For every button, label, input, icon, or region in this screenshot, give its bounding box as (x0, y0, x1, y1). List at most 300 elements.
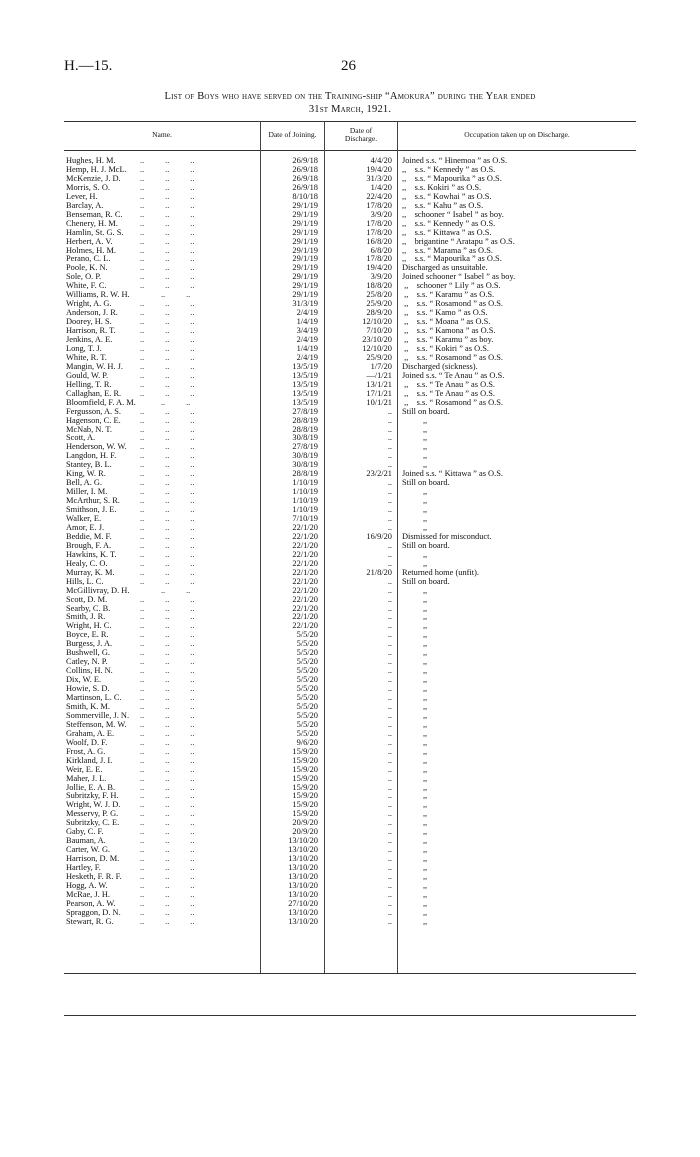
date-discharged: 12/10/20 (362, 343, 392, 353)
title-line-1: List of Boys who have served on the Training-ship “Amokura” during the Year ended (164, 91, 536, 102)
occupation: ,, (402, 558, 428, 568)
date-joined: 13/10/20 (288, 836, 318, 846)
occupation: ,, (402, 612, 428, 622)
leader-dots: .. .. .. (140, 657, 195, 667)
boy-name: Gaby, C. F. (66, 827, 104, 837)
date-joined: 9/6/20 (296, 737, 318, 747)
date-discharged: .. (387, 728, 392, 738)
date-discharged: .. (387, 415, 392, 425)
boy-name: Amor, E. J. (66, 522, 105, 532)
date-discharged: 17/8/20 (366, 218, 392, 228)
date-joined: 1/10/19 (292, 487, 318, 497)
boy-name: Hamlin, St. G. S. (66, 227, 124, 237)
document-reference: H.—15. (64, 58, 113, 74)
boy-name: Martinson, L. C. (66, 693, 122, 702)
table-row (0, 229, 700, 238)
boy-name: Subritzky, F. H. (66, 791, 119, 801)
leader-dots: .. .. .. (140, 549, 195, 559)
occupation: ,, (402, 827, 428, 837)
leader-dots: .. .. .. (140, 791, 195, 801)
occupation: ,, (402, 836, 428, 846)
occupation: Joined schooner “ Isabel ” as boy. (402, 272, 516, 282)
table-row (0, 560, 700, 569)
date-discharged: .. (387, 621, 392, 631)
occupation: ,, s.s. “ Kahu ” as O.S. (402, 200, 484, 210)
occupation: ,, s.s. “ Kowhai ” as O.S. (402, 191, 492, 201)
boy-name: McArthur, S. R. (66, 496, 120, 506)
date-discharged: 18/8/20 (366, 281, 392, 291)
occupation: ,, s.s. “ Rosamond ” as O.S. (402, 299, 503, 309)
boy-name: Subritzky, C. E. (66, 818, 120, 828)
date-joined: 22/1/20 (292, 594, 318, 604)
leader-dots: .. .. .. (140, 576, 195, 586)
date-discharged: .. (387, 460, 392, 470)
leader-dots: .. .. .. (140, 540, 195, 550)
date-joined: 1/10/19 (292, 496, 318, 506)
date-joined: 15/9/20 (292, 746, 318, 756)
date-joined: 15/9/20 (292, 773, 318, 783)
date-discharged: .. (387, 827, 392, 837)
date-discharged: .. (387, 630, 392, 640)
date-joined: 22/1/20 (292, 540, 318, 550)
leader-dots: .. .. .. (140, 209, 195, 219)
boy-name: Williams, R. W. H. (66, 290, 130, 300)
leader-dots: .. .. (140, 397, 191, 407)
boy-name: Smith, J. R. (66, 612, 106, 622)
boy-name: Woolf, D. F. (66, 737, 108, 747)
boy-name: Smith, K. M. (66, 701, 110, 711)
date-discharged: .. (387, 916, 392, 926)
occupation: ,, (402, 460, 428, 470)
boy-name: Benseman, R. C. (66, 209, 123, 219)
table-top-rule (64, 121, 636, 122)
occupation: ,, s.s. “ Te Anau ” as O.S. (402, 379, 496, 389)
leader-dots: .. .. .. (140, 326, 195, 336)
occupation: ,, (402, 889, 428, 899)
date-joined: 29/1/19 (292, 254, 318, 264)
boy-name: Bloomfield, F. A. M. (66, 397, 136, 407)
date-discharged: .. (387, 854, 392, 864)
occupation: Discharged (sickness). (402, 361, 478, 371)
occupation: ,, (402, 639, 428, 649)
boy-name: Perano, C. L. (66, 254, 111, 264)
leader-dots: .. .. .. (140, 156, 195, 165)
boy-name: Frost, A. G. (66, 746, 106, 756)
date-discharged: 16/8/20 (366, 236, 392, 246)
date-joined: 2/4/19 (296, 308, 318, 318)
leader-dots: .. .. .. (140, 370, 195, 380)
date-discharged: .. (387, 809, 392, 819)
date-joined: 22/1/20 (292, 531, 318, 541)
date-joined: 3/4/19 (296, 326, 318, 336)
date-joined: 22/1/20 (292, 522, 318, 532)
occupation: ,, (402, 907, 428, 917)
occupation: ,, s.s. “ Rosamond ” as O.S. (402, 397, 503, 407)
boy-name: Long, T. J. (66, 343, 102, 353)
occupation: ,, (402, 719, 428, 729)
date-discharged: 12/10/20 (362, 317, 392, 327)
date-joined: 29/1/19 (292, 272, 318, 282)
leader-dots: .. .. .. (140, 764, 195, 774)
date-joined: 13/10/20 (288, 880, 318, 890)
date-discharged: 10/1/21 (366, 397, 392, 407)
header-bottom-rule (64, 150, 636, 151)
date-joined: 5/5/20 (296, 666, 318, 676)
leader-dots: .. .. .. (140, 818, 195, 828)
date-joined: 13/5/19 (292, 388, 318, 398)
date-joined: 2/4/19 (296, 352, 318, 362)
leader-dots: .. .. .. (140, 773, 195, 783)
table-row (0, 390, 700, 399)
boy-name: Spraggon, D. N. (66, 907, 121, 917)
date-joined: 13/10/20 (288, 889, 318, 899)
table-row (0, 220, 700, 229)
boy-name: Pearson, A. W. (66, 898, 116, 908)
date-joined: 13/5/19 (292, 397, 318, 407)
occupation: ,, (402, 701, 428, 711)
boy-name: Healy, C. O. (66, 558, 108, 568)
date-joined: 20/9/20 (292, 818, 318, 828)
leader-dots: .. .. .. (140, 719, 195, 729)
date-discharged: 17/8/20 (366, 254, 392, 264)
date-joined: 29/1/19 (292, 209, 318, 219)
occupation: ,, (402, 603, 428, 613)
leader-dots: .. .. .. (140, 335, 195, 344)
occupation: ,, (402, 585, 428, 595)
date-joined: 5/5/20 (296, 693, 318, 702)
date-discharged: .. (387, 522, 392, 532)
table-row (0, 184, 700, 193)
boy-name: Hartley, F. (66, 863, 101, 873)
boy-name: Howie, S. D. (66, 684, 110, 694)
leader-dots: .. .. .. (140, 514, 195, 523)
boy-name: Dix, W. E. (66, 675, 102, 685)
table-row (0, 264, 700, 273)
date-joined: 26/9/18 (292, 173, 318, 183)
occupation: ,, (402, 809, 428, 819)
leader-dots: .. .. .. (140, 889, 195, 899)
leader-dots: .. .. .. (140, 496, 195, 506)
leader-dots: .. .. .. (140, 218, 195, 228)
boy-name: Herbert, A. V. (66, 236, 113, 246)
date-discharged: 6/8/20 (370, 245, 392, 255)
occupation: Joined s.s. “ Hinemoa ” as O.S. (402, 156, 508, 165)
occupation: ,, (402, 872, 428, 881)
table-row (0, 596, 700, 605)
date-joined: 22/1/20 (292, 567, 318, 577)
leader-dots: .. .. .. (140, 898, 195, 908)
boy-name: White, F. C. (66, 281, 107, 291)
date-joined: 13/5/19 (292, 361, 318, 371)
leader-dots: .. .. .. (140, 433, 195, 443)
boy-name: Boyce, E. R. (66, 630, 109, 640)
leader-dots: .. .. .. (140, 227, 195, 237)
date-discharged: 23/2/21 (366, 469, 392, 479)
table-row (0, 470, 700, 479)
boy-name: Stewart, R. G. (66, 916, 114, 926)
date-joined: 15/9/20 (292, 755, 318, 765)
date-discharged: .. (387, 782, 392, 792)
leader-dots: .. .. .. (140, 263, 195, 273)
boy-name: Wright, A. G. (66, 299, 112, 309)
occupation: ,, (402, 737, 428, 747)
table-row (0, 605, 700, 614)
table-row (0, 775, 700, 784)
date-joined: 28/8/19 (292, 415, 318, 425)
boy-name: Maher, J. L. (66, 773, 107, 783)
date-discharged: .. (387, 872, 392, 881)
date-discharged: 1/7/20 (370, 361, 392, 371)
boy-name: Collins, H. N. (66, 666, 113, 676)
date-discharged: 19/4/20 (366, 263, 392, 273)
occupation: ,, (402, 800, 428, 810)
occupation: ,, (402, 916, 428, 926)
leader-dots: .. .. .. (140, 737, 195, 747)
leader-dots: .. .. .. (140, 361, 195, 371)
leader-dots: .. .. .. (140, 782, 195, 792)
occupation: ,, s.s. “ Mapourika ” as O.S. (402, 254, 502, 264)
date-discharged: .. (387, 764, 392, 774)
boy-name: Hughes, H. M. (66, 156, 116, 165)
date-discharged: .. (387, 576, 392, 586)
boy-name: Jenkins, A. E. (66, 335, 113, 344)
date-joined: 22/1/20 (292, 603, 318, 613)
leader-dots: .. .. .. (140, 809, 195, 819)
table-row (0, 211, 700, 220)
date-joined: 20/9/20 (292, 827, 318, 837)
date-discharged: .. (387, 666, 392, 676)
occupation: ,, (402, 782, 428, 792)
boy-name: Wright, W. J. D. (66, 800, 121, 810)
leader-dots: .. .. .. (140, 872, 195, 881)
date-discharged: 31/3/20 (366, 173, 392, 183)
date-joined: 5/5/20 (296, 648, 318, 658)
leader-dots: .. .. .. (140, 666, 195, 676)
column-header-discharge-line-2: Discharge. (344, 134, 378, 143)
table-row (0, 587, 700, 596)
table-row (0, 202, 700, 211)
date-joined: 5/5/20 (296, 630, 318, 640)
date-joined: 22/1/20 (292, 585, 318, 595)
date-joined: 13/10/20 (288, 907, 318, 917)
date-discharged: .. (387, 701, 392, 711)
occupation: ,, s.s. “ Moana ” as O.S. (402, 317, 491, 327)
leader-dots: .. .. .. (140, 728, 195, 738)
date-discharged: 3/9/20 (370, 272, 392, 282)
boy-name: Hemp, H. J. McL. (66, 164, 127, 174)
occupation: ,, (402, 621, 428, 631)
date-joined: 26/9/18 (292, 164, 318, 174)
date-discharged: 1/4/20 (370, 182, 392, 192)
date-discharged: .. (387, 773, 392, 783)
leader-dots: .. .. .. (140, 755, 195, 765)
occupation: ,, s.s. “ Kennedy ” as O.S. (402, 218, 496, 228)
table-row (0, 193, 700, 202)
boy-name: Harrison, R. T. (66, 326, 116, 336)
date-discharged: .. (387, 549, 392, 559)
occupation: Still on board. (402, 576, 450, 586)
occupation: ,, (402, 863, 428, 873)
occupation: ,, s.s. “ Kokiri ” as O.S. (402, 343, 490, 353)
date-joined: 29/1/19 (292, 281, 318, 291)
leader-dots: .. .. .. (140, 693, 195, 702)
leader-dots: .. .. .. (140, 281, 195, 291)
occupation: ,, (402, 710, 428, 720)
boy-name: Holmes, H. M. (66, 245, 117, 255)
boy-name: Barclay, A. (66, 200, 104, 210)
leader-dots: .. .. .. (140, 594, 195, 604)
leader-dots: .. .. .. (140, 916, 195, 926)
date-discharged: .. (387, 478, 392, 488)
occupation: ,, (402, 451, 428, 461)
table-row (0, 506, 700, 515)
table-row (0, 739, 700, 748)
boy-name: Bushwell, G. (66, 648, 110, 658)
occupation: ,, (402, 487, 428, 497)
date-joined: 13/5/19 (292, 370, 318, 380)
date-discharged: .. (387, 818, 392, 828)
leader-dots: .. .. .. (140, 164, 195, 174)
leader-dots: .. .. .. (140, 388, 195, 398)
boy-name: Sommerville, J. N. (66, 710, 130, 720)
date-discharged: .. (387, 487, 392, 497)
date-joined: 2/4/19 (296, 335, 318, 344)
table-row (0, 578, 700, 587)
column-header-discharge-line-1: Date of (349, 126, 373, 135)
date-discharged: .. (387, 898, 392, 908)
date-joined: 5/5/20 (296, 684, 318, 694)
date-discharged: .. (387, 612, 392, 622)
boy-name: Scott, D. M. (66, 594, 108, 604)
leader-dots: .. .. .. (140, 675, 195, 685)
occupation: ,, (402, 693, 428, 702)
leader-dots: .. .. .. (140, 469, 195, 479)
date-joined: 8/10/18 (292, 191, 318, 201)
boy-name: Fergusson, A. S. (66, 406, 121, 416)
leader-dots: .. .. .. (140, 603, 195, 613)
leader-dots: .. .. .. (140, 424, 195, 434)
date-discharged: .. (387, 684, 392, 694)
leader-dots: .. .. .. (140, 845, 195, 855)
boy-name: Chenery, H. M. (66, 218, 118, 228)
column-header-occupation: Occupation taken up on Discharge. (464, 130, 570, 139)
leader-dots: .. .. .. (140, 746, 195, 756)
date-joined: 29/1/19 (292, 263, 318, 273)
date-joined: 13/10/20 (288, 854, 318, 864)
occupation: ,, (402, 845, 428, 855)
boy-name: Sole, O. P. (66, 272, 102, 282)
date-joined: 30/8/19 (292, 451, 318, 461)
occupation: ,, (402, 505, 428, 515)
date-joined: 5/5/20 (296, 701, 318, 711)
date-discharged: .. (387, 505, 392, 515)
boy-name: McKenzie, J. D. (66, 173, 121, 183)
date-discharged: —/1/21 (366, 370, 392, 380)
boy-name: Weir, E. E. (66, 764, 103, 774)
date-joined: 29/1/19 (292, 245, 318, 255)
boy-name: Jollie, E. A. B. (66, 782, 116, 792)
boy-name: McNab, N. T. (66, 424, 112, 434)
boy-name: Langdon, H. F. (66, 451, 117, 461)
occupation: ,, (402, 442, 428, 452)
boy-name: Hills, L. C. (66, 576, 104, 586)
occupation: ,, (402, 630, 428, 640)
date-discharged: 17/8/20 (366, 200, 392, 210)
date-joined: 1/4/19 (296, 317, 318, 327)
occupation: ,, (402, 415, 428, 425)
boy-name: Messervy, P. G. (66, 809, 119, 819)
table-row (0, 766, 700, 775)
occupation: Dismissed for misconduct. (402, 531, 492, 541)
leader-dots: .. .. .. (140, 880, 195, 890)
occupation: ,, (402, 514, 428, 523)
occupation: ,, (402, 675, 428, 685)
leader-dots: .. .. .. (140, 639, 195, 649)
date-joined: 13/10/20 (288, 863, 318, 873)
date-discharged: 25/9/20 (366, 352, 392, 362)
boy-name: Doorey, H. S. (66, 317, 112, 327)
date-discharged: .. (387, 433, 392, 443)
date-joined: 15/9/20 (292, 782, 318, 792)
date-joined: 5/5/20 (296, 710, 318, 720)
boy-name: Graham, A. E. (66, 728, 115, 738)
leader-dots: .. .. .. (140, 827, 195, 837)
column-header-discharge (325, 127, 397, 143)
date-joined: 27/10/20 (288, 898, 318, 908)
occupation: ,, (402, 496, 428, 506)
occupation: ,, (402, 648, 428, 658)
date-discharged: 21/8/20 (366, 567, 392, 577)
date-discharged: .. (387, 496, 392, 506)
date-discharged: .. (387, 540, 392, 550)
date-discharged: .. (387, 719, 392, 729)
leader-dots: .. .. .. (140, 379, 195, 389)
date-joined: 30/8/19 (292, 433, 318, 443)
date-discharged: .. (387, 594, 392, 604)
date-joined: 28/8/19 (292, 424, 318, 434)
leader-dots: .. .. .. (140, 684, 195, 694)
table-row (0, 667, 700, 676)
date-joined: 29/1/19 (292, 200, 318, 210)
occupation: Returned home (unfit). (402, 567, 479, 577)
date-discharged: .. (387, 406, 392, 416)
date-discharged: .. (387, 585, 392, 595)
boy-name: Poole, K. N. (66, 263, 108, 273)
boy-name: White, R. T. (66, 352, 107, 362)
table-bottom-rule (64, 973, 636, 974)
boy-name: Mangin, W. H. J. (66, 361, 123, 371)
date-discharged: .. (387, 845, 392, 855)
date-joined: 5/5/20 (296, 675, 318, 685)
table-row (0, 417, 700, 426)
boy-name: Helling, T. R. (66, 379, 112, 389)
boy-name: Kirkland, J. I. (66, 755, 113, 765)
occupation: ,, (402, 764, 428, 774)
date-discharged: .. (387, 675, 392, 685)
boy-name: Scott, A. (66, 433, 96, 443)
date-joined: 1/10/19 (292, 478, 318, 488)
leader-dots: .. .. .. (140, 254, 195, 264)
date-joined: 5/5/20 (296, 728, 318, 738)
leader-dots: .. .. .. (140, 245, 195, 255)
boy-name: Henderson, W. W. (66, 442, 127, 452)
occupation: ,, s.s. Kokiri ” as O.S. (402, 182, 482, 192)
occupation: ,, s.s. “ Kamona ” as O.S. (402, 326, 496, 336)
leader-dots: .. .. .. (140, 191, 195, 201)
occupation: ,, schooner “ Lily ” as O.S. (402, 281, 501, 291)
occupation: ,, (402, 684, 428, 694)
leader-dots: .. .. .. (140, 630, 195, 640)
